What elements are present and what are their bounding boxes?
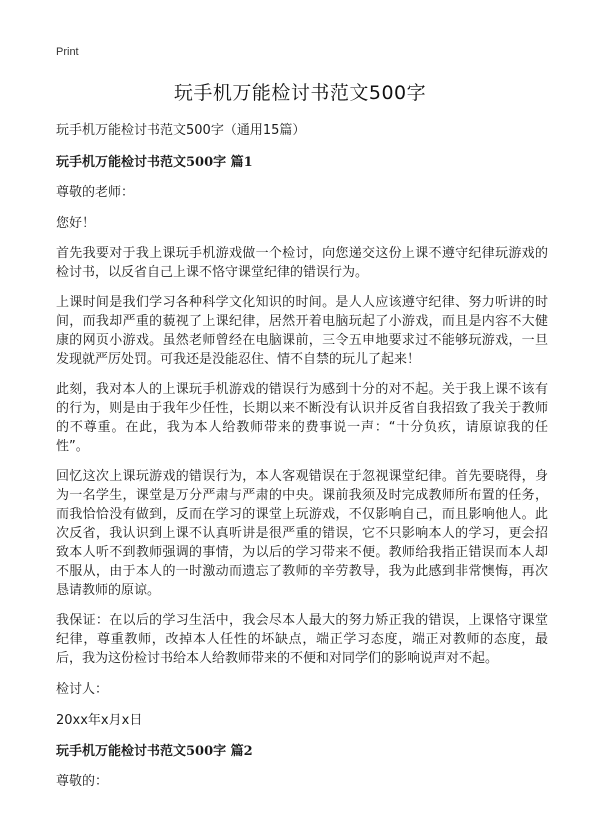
- date-line: 20xx年x月x日: [56, 713, 143, 728]
- section-1: [56, 152, 548, 731]
- paragraph: 上课时间是我们学习各种科学文化知识的时间。是人人应该遵守纪律、努力听讲的时间，而我却严重的藐视了上课纪律，居然开着电脑玩起了小游戏，而且是内容不大健康的网页小游戏。虽然老师曾经在电脑课前，三令五申地要求过不能够玩游戏，一旦发现就严厉处罚。可我还是没能忍住、情不自禁的玩儿了起来！: [56, 295, 548, 367]
- page-title: 玩手机万能检讨书范文500字: [173, 82, 427, 104]
- print-label: Print: [56, 46, 79, 58]
- section-2: [56, 741, 548, 792]
- greeting: 您好！: [56, 216, 96, 231]
- paragraph: 我保证：在以后的学习生活中，我会尽本人最大的努力矫正我的错误，上课恪守课堂纪律，尊重教师，改掉本人任性的坏缺点，端正学习态度，端正对教师的态度，最后，我为这份检讨书给本人给教师带来的不便和对同学们的影响说声对不起。: [56, 613, 548, 666]
- section-1-heading: 玩手机万能检讨书范文500字 篇1: [56, 155, 253, 170]
- salutation: 尊敬的：: [56, 774, 109, 789]
- salutation: 尊敬的老师：: [56, 185, 135, 200]
- document-body: [56, 120, 548, 802]
- document-subtitle: 玩手机万能检讨书范文500字（通用15篇）: [56, 123, 306, 138]
- paragraph: 此刻，我对本人的上课玩手机游戏的错误行为感到十分的对不起。关于我上课不该有的行为，则是由于我年少任性，长期以来不断没有认识并反省自我招致了我关于教师的不尊重。在此，我为本人给教师带来的费事说一声：“十分负疚，请原谅我的任性”。: [56, 382, 548, 454]
- signer-label: 检讨人：: [56, 682, 109, 697]
- paragraph: 首先我要对于我上课玩手机游戏做一个检讨，向您递交这份上课不遵守纪律玩游戏的检讨书，以反省自己上课不恪守课堂纪律的错误行为。: [56, 246, 548, 280]
- section-2-heading: 玩手机万能检讨书范文500字 篇2: [56, 744, 253, 759]
- paragraph: 回忆这次上课玩游戏的错误行为，本人客观错误在于忽视课堂纪律。首先要晓得，身为一名学生，课堂是万分严肃与严肃的中央。课前我须及时完成教师所布置的任务，而我恰恰没有做到，反而在学习的课堂上玩游戏，不仅影响自己，而且影响他人。此次反省，我认识到上课不认真听讲是很严重的错误，它不只影响本人的学习，更会招致本人听不到教师强调的事情，为以后的学习带来不便。教师给我指正错误而本人却不服从，由于本人的一时激动而遗忘了教师的辛劳教导，我为此感到非常懊悔，再次恳请教师的原谅。: [56, 469, 548, 598]
